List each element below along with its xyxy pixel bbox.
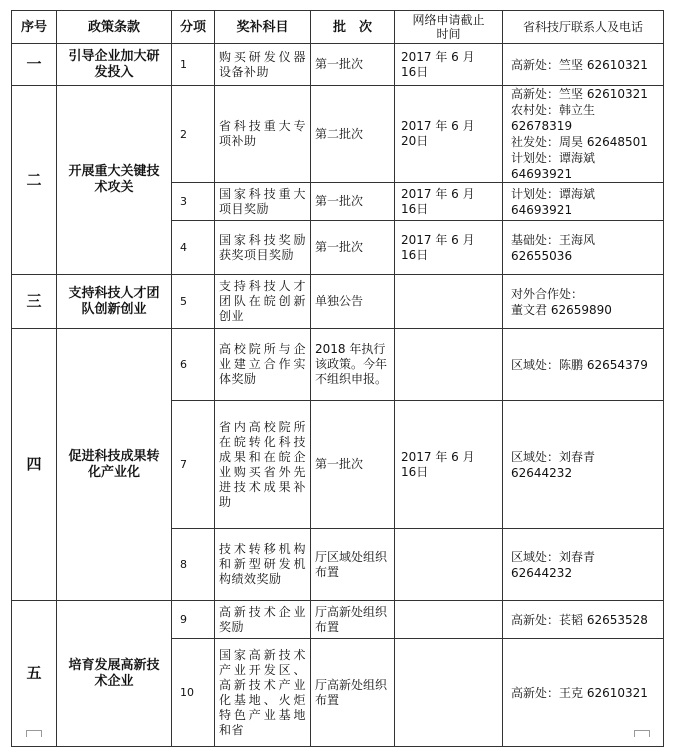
table-row (12, 86, 664, 183)
deadline-cell (395, 329, 503, 401)
batch-cell: 单独公告 (311, 275, 395, 329)
sub-number: 2 (172, 86, 215, 183)
contact-cell: 高新处：王克 62610321 (503, 639, 664, 747)
batch-cell: 2018 年执行该政策。今年不组织申报。 (311, 329, 395, 401)
sub-number: 10 (172, 639, 215, 747)
header-sub: 分项 (172, 11, 215, 44)
deadline-cell (395, 601, 503, 639)
deadline-cell (395, 529, 503, 601)
policy-cell: 引导企业加大研发投入 (57, 44, 172, 86)
batch-cell: 第一批次 (311, 401, 395, 529)
batch-cell: 第二批次 (311, 86, 395, 183)
contact-cell: 区域处：刘春青 62644232 (503, 529, 664, 601)
contact-cell: 区域处：刘春青 62644232 (503, 401, 664, 529)
policy-table (11, 10, 664, 747)
contact-cell: 区域处：陈鹏 62654379 (503, 329, 664, 401)
contact-cell: 计划处：谭海斌 64693921 (503, 183, 664, 221)
header-deadline: 网络申请截止 时间 (395, 11, 503, 44)
deadline-cell: 2017 年 6 月 16日 (395, 44, 503, 86)
contact-cell: 基础处：王海风 62655036 (503, 221, 664, 275)
item-cell: 国家高新技术产业开发区、高新技术产业化基地、火炬特色产业基地和省 (215, 639, 311, 747)
batch-cell: 第一批次 (311, 221, 395, 275)
sub-number: 1 (172, 44, 215, 86)
contact-cell: 对外合作处： 董文君 62659890 (503, 275, 664, 329)
header-item: 奖补科目 (215, 11, 311, 44)
contact-cell: 高新处：竺坚 62610321 农村处：韩立生 62678319 社发处：周昊 62648501 计划处：谭海斌 64693921 (503, 86, 664, 183)
sub-number: 3 (172, 183, 215, 221)
batch-cell: 第一批次 (311, 183, 395, 221)
batch-cell: 第一批次 (311, 44, 395, 86)
sub-number: 5 (172, 275, 215, 329)
item-cell: 国家科技奖励获奖项目奖励 (215, 221, 311, 275)
sub-number: 6 (172, 329, 215, 401)
header-contact: 省科技厅联系人及电话 (503, 11, 664, 44)
deadline-cell (395, 275, 503, 329)
header-batch: 批 次 (311, 11, 395, 44)
seq-cell: 三 (12, 275, 57, 329)
seq-cell: 二 (12, 86, 57, 275)
deadline-cell: 2017 年 6 月 16日 (395, 401, 503, 529)
batch-cell: 厅高新处组织布置 (311, 601, 395, 639)
header-policy: 政策条款 (57, 11, 172, 44)
table-row (12, 275, 664, 329)
table-row (12, 601, 664, 639)
item-cell: 省科技重大专项补助 (215, 86, 311, 183)
deadline-cell: 2017 年 6 月 20日 (395, 86, 503, 183)
seq-cell: 五 (12, 601, 57, 747)
sub-number: 8 (172, 529, 215, 601)
policy-cell: 培育发展高新技术企业 (57, 601, 172, 747)
seq-cell: 四 (12, 329, 57, 601)
table-row (12, 329, 664, 401)
deadline-cell: 2017 年 6 月 16日 (395, 183, 503, 221)
item-cell: 国家科技重大项目奖励 (215, 183, 311, 221)
policy-cell: 促进科技成果转化产业化 (57, 329, 172, 601)
contact-cell: 高新处：竺坚 62610321 (503, 44, 664, 86)
deadline-cell: 2017 年 6 月 16日 (395, 221, 503, 275)
policy-cell: 支持科技人才团队创新创业 (57, 275, 172, 329)
item-cell: 支持科技人才团队在皖创新创业 (215, 275, 311, 329)
item-cell: 省内高校院所在皖转化科技成果和在皖企业购买省外先进技术成果补助 (215, 401, 311, 529)
batch-cell: 厅区域处组织布置 (311, 529, 395, 601)
item-cell: 高新技术企业奖励 (215, 601, 311, 639)
item-cell: 技术转移机构和新型研发机构绩效奖励 (215, 529, 311, 601)
contact-cell: 高新处：苌韬 62653528 (503, 601, 664, 639)
deadline-cell (395, 639, 503, 747)
header-row (12, 11, 664, 44)
batch-cell: 厅高新处组织布置 (311, 639, 395, 747)
sub-number: 7 (172, 401, 215, 529)
sub-number: 4 (172, 221, 215, 275)
table-row (12, 44, 664, 86)
item-cell: 高校院所与企业建立合作实体奖励 (215, 329, 311, 401)
item-cell: 购买研发仪器设备补助 (215, 44, 311, 86)
policy-cell: 开展重大关键技术攻关 (57, 86, 172, 275)
seq-cell: 一 (12, 44, 57, 86)
header-seq: 序号 (12, 11, 57, 44)
sub-number: 9 (172, 601, 215, 639)
